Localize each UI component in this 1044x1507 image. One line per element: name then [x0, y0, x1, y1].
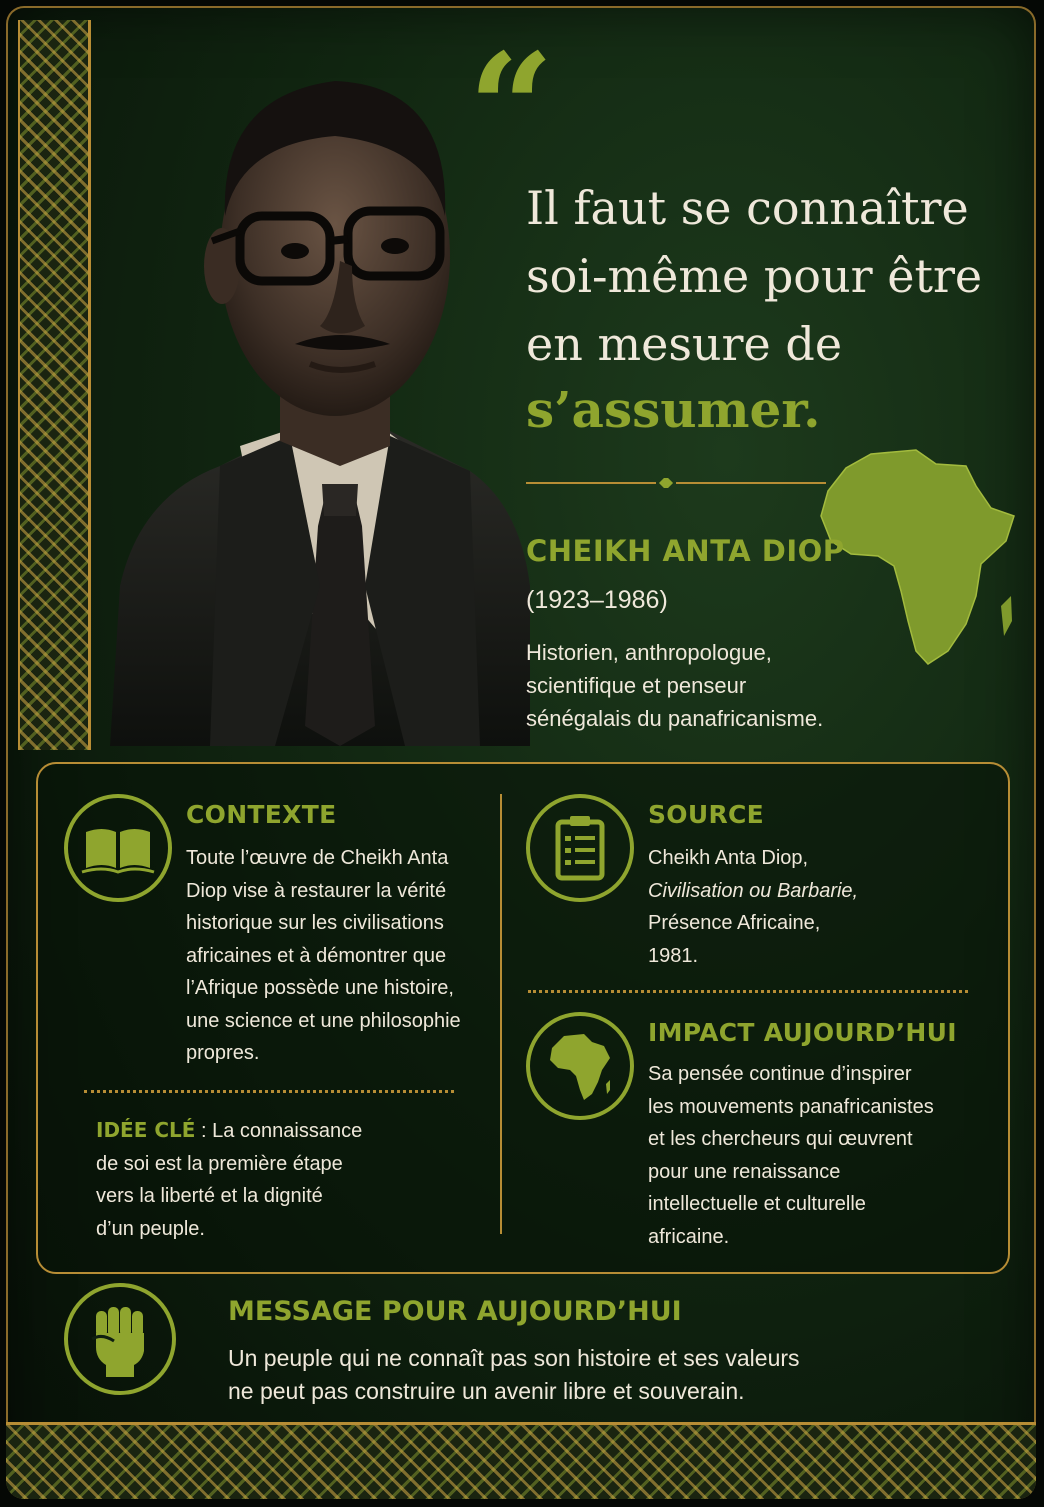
impact-text: [648, 1058, 978, 1253]
quote-line-4: s’assumer.: [526, 380, 821, 439]
impact-line: Sa pensée continue d’inspirer: [648, 1063, 912, 1085]
clipboard-icon: [524, 792, 636, 904]
impact-line: africaine.: [648, 1225, 730, 1248]
person-name: CHEIKH ANTA DIOP: [526, 534, 845, 568]
left-pattern-border: [18, 20, 91, 750]
idee-cle-line: de soi est la première étape: [96, 1152, 343, 1175]
contexte-line: propres.: [186, 1042, 260, 1064]
impact-line: les mouvements panafricanistes: [648, 1095, 934, 1118]
description-line: scientifique et penseur: [526, 673, 747, 698]
source-title: SOURCE: [648, 800, 765, 829]
vertical-divider: [500, 794, 502, 1234]
description-line: sénégalais du panafricanisme.: [526, 706, 824, 731]
book-icon: [62, 792, 174, 904]
idee-cle-line: : La connaissance: [195, 1120, 363, 1142]
idee-cle-first-line: [96, 1114, 436, 1148]
africa-icon: [524, 1010, 636, 1122]
quote-divider: [526, 478, 826, 488]
contexte-line: l’Afrique possède une histoire,: [186, 977, 454, 999]
portrait-illustration: [90, 26, 530, 746]
quote-line-1: Il faut se connaître: [526, 181, 969, 235]
message-line: ne peut pas construire un avenir libre et souverain.: [228, 1378, 745, 1404]
idee-cle-line: vers la liberté et la dignité: [96, 1185, 323, 1207]
bottom-pattern-border: [6, 1422, 1036, 1499]
impact-line: et les chercheurs qui œuvrent: [648, 1128, 913, 1150]
source-year: 1981.: [648, 944, 699, 967]
impact-title: IMPACT AUJOURD’HUI: [648, 1018, 957, 1047]
info-panel: [36, 762, 1010, 1274]
source-text: [648, 842, 968, 972]
impact-line: intellectuelle et culturelle: [648, 1193, 866, 1215]
message-title: MESSAGE POUR AUJOURD’HUI: [228, 1296, 682, 1327]
message-line: Un peuple qui ne connaît pas son histoire et ses valeurs: [228, 1345, 800, 1371]
quote-mark: “: [468, 21, 555, 197]
contexte-line: Toute l’œuvre de Cheikh Anta: [186, 847, 449, 869]
dotted-divider: [84, 1090, 454, 1093]
quote-line-2: soi-même pour être: [526, 249, 983, 303]
contexte-line: Diop vise à restaurer la vérité: [186, 879, 447, 902]
poster: [6, 6, 1036, 1499]
person-years: (1923–1986): [526, 586, 668, 614]
contexte-line: africaines et à démontrer que: [186, 944, 447, 967]
source-author: Cheikh Anta Diop,: [648, 847, 809, 869]
fist-icon: [62, 1281, 178, 1397]
idee-cle-line: d’un peuple.: [96, 1217, 205, 1240]
quote-line-3: en mesure de: [526, 317, 843, 371]
contexte-line: une science et une philosophie: [186, 1009, 461, 1032]
idee-cle-text: [96, 1114, 436, 1245]
source-publisher: Présence Africaine,: [648, 912, 821, 934]
contexte-text: [186, 842, 486, 1070]
source-book: Civilisation ou Barbarie,: [648, 879, 859, 902]
idee-cle-label: IDÉE CLÉ: [96, 1118, 196, 1142]
impact-line: pour une renaissance: [648, 1160, 841, 1183]
description-line: Historien, anthropologue,: [526, 640, 772, 665]
dotted-divider: [528, 990, 968, 993]
person-description: [526, 636, 856, 735]
contexte-line: historique sur les civilisations: [186, 912, 444, 934]
contexte-title: CONTEXTE: [186, 800, 337, 829]
message-text: [228, 1342, 988, 1408]
